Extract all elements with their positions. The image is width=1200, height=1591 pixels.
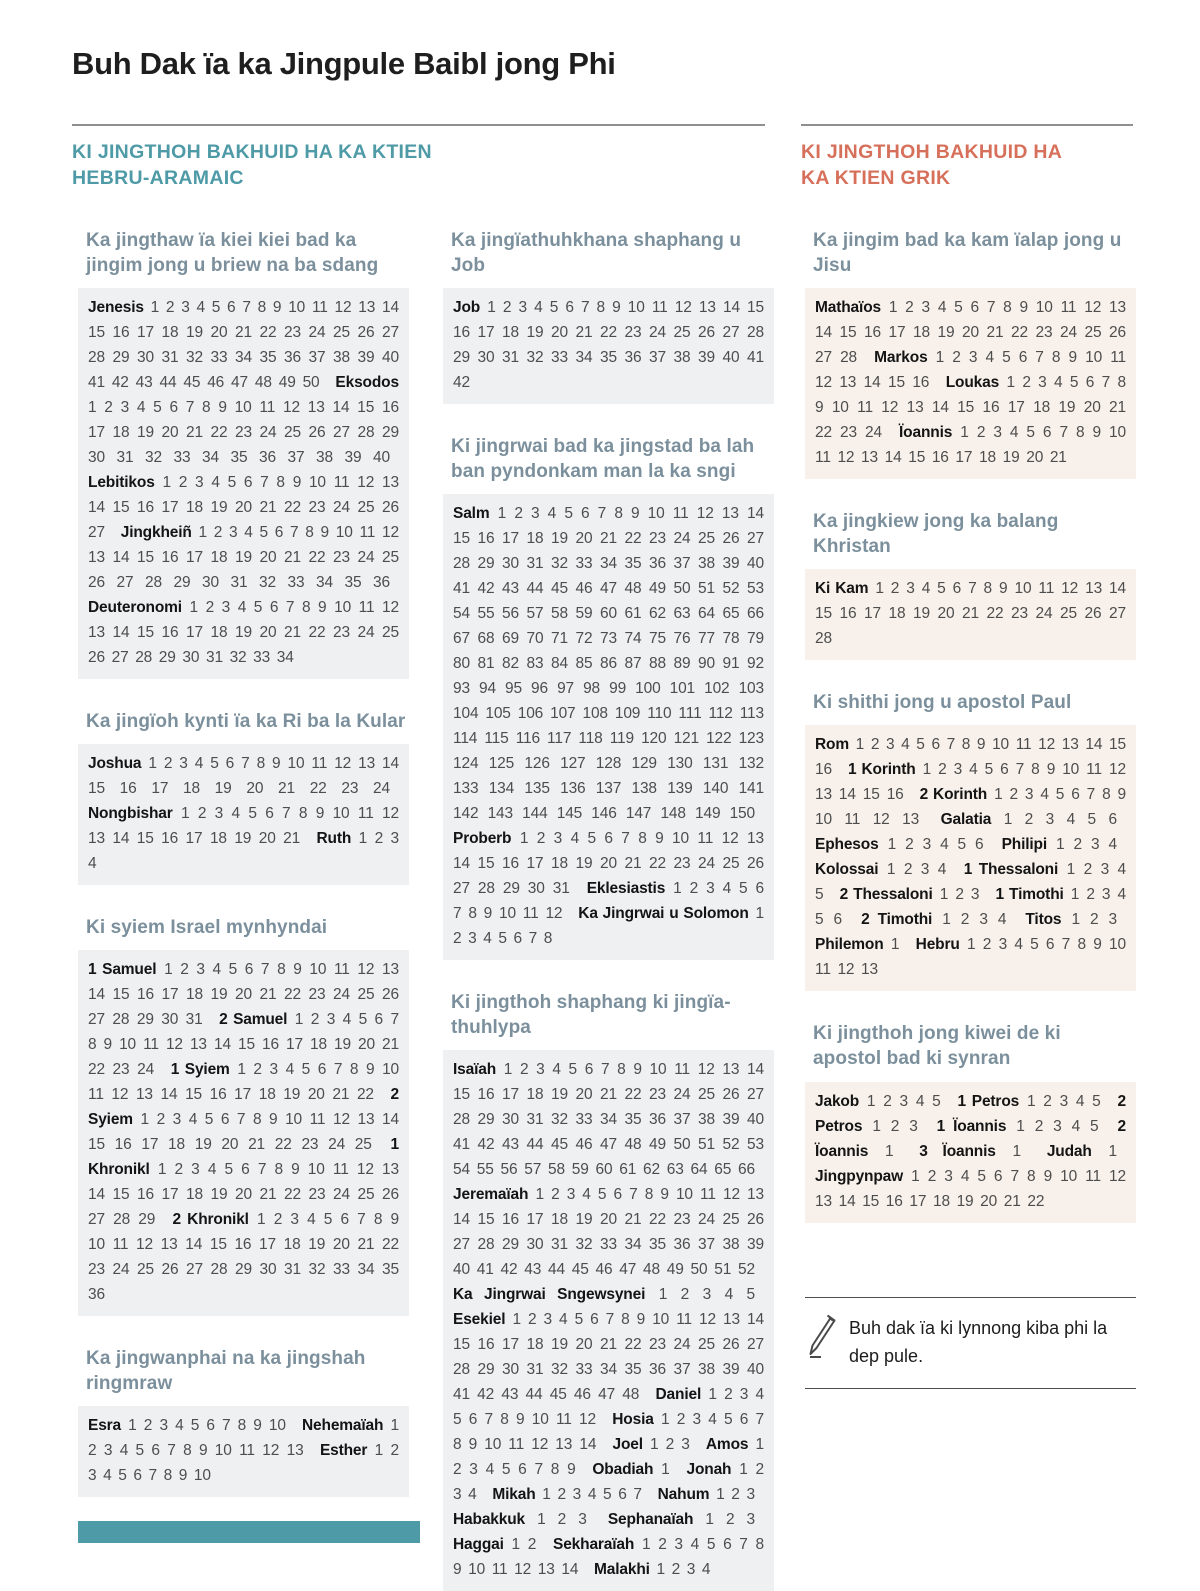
book-name: Habakkuk: [453, 1511, 526, 1529]
chapter-numbers: 1 2 3 4 5 6 7 8 9 10 11 12 13 14 15 16: [815, 349, 1126, 392]
chapter-numbers: 1 2 3 4 5 6 7 8 9 10 11 12 13: [815, 786, 1126, 829]
chapter-numbers: 1: [1091, 1142, 1117, 1160]
hebrew-aramaic-section-header: KI JINGTHOH BAKHUID HA KA KTIEN HEBRU-ARAMAIC: [72, 141, 432, 190]
chapter-numbers: 1 2 3 4 5 6 7 8 9 10 11 12 13 14 15 16 17 18 19 20 21 22 23 24 25 26 27 28 29 30 31 32 33 34 35 36 37 38 39 40 41 42 43 44 45 46 47 48 49 50 51 52: [453, 1186, 764, 1279]
book-entry: [594, 1561, 710, 1578]
book-name: 2 Petros: [815, 1092, 1126, 1135]
book-entry: [453, 1286, 755, 1303]
chapter-numbers: 1 2 3 4 5 6 7 8 9 10 11 12 13 14 15 16 17 18 19 20 21 22 23 24 25 26 27 28 29 30 31: [88, 961, 399, 1029]
book-name: Sephanaïah: [607, 1511, 694, 1529]
book-name: 1 Timothi: [995, 886, 1064, 904]
book-name: 2 Khronikl: [172, 1211, 249, 1229]
chapter-numbers: 1 2 3 4: [453, 1461, 764, 1504]
chapter-numbers: 1 2 3 4: [1047, 836, 1117, 854]
chapter-numbers: 1 2 3 4 5: [645, 1286, 756, 1304]
book-entry: [658, 1486, 755, 1503]
book-name: Mikah: [492, 1486, 536, 1504]
chapter-numbers: 1 2 3 4 5 6 7 8 9 10: [121, 1417, 286, 1435]
chapter-numbers: 1 2 3 4 5 6 7 8 9 10 11 12 13 14 15 16 17 18 19 20 21 22 23 24 25 26 27 28 29 30 31 32 33 34 35 36 37 38 39 40 41 42 43 44 45 46 47 48 49 50 51 52 53 54 55 56 57 58 59 60 61 62 63 64 65 66 67 68 69 70 71 72 73 74 75 76 77 78 79 80 81 82 83 84 85 86 87 88 89 90 91 92 93 94 95 96 97 98 99 100 101 102 103 104 105 106 107 108 109 110 111 112 113 114 115 116 117 118 119 120 121 122 123 124 125 126 127 128 129 130 131 132 133 134 135 136 137 138 139 140 141 142 143 144 145 146 147 148 149 150: [453, 505, 764, 823]
book-entry: [608, 1511, 755, 1528]
book-name: Hosia: [612, 1411, 654, 1429]
book-name: Galatia: [940, 811, 992, 829]
chapter-numbers: 1 2 3 4: [649, 1561, 711, 1579]
book-entry: [815, 836, 984, 853]
divider-rule-right: [801, 124, 1133, 126]
book-name: Lebitikos: [88, 474, 155, 492]
chapter-numbers: 1 2 3 4 5 6 7 8 9 10 11 12 13 14 15 16 17 18 19 20 21 22 23 24 25 26 27 28: [815, 580, 1126, 648]
chapter-numbers: 1: [883, 936, 900, 954]
book-entry: [957, 1093, 1100, 1110]
book-entry: [453, 1186, 764, 1278]
section-heading: Ka jingthaw ïa kiei kiei bad ka jingim jong u briew na ba sdang: [86, 230, 379, 277]
book-entry: [861, 911, 1006, 928]
chapter-numbers: 1 2 3 4 5 6 7 8 9 10 11 12 13 14 15 16 17 18 19 20 21 22 23 24 25 26 27 28 29 30 31 32 33 34: [88, 599, 399, 667]
book-name: 1 Thessaloni: [963, 861, 1059, 879]
column-left: [78, 228, 409, 1497]
book-entry: [88, 524, 399, 591]
book-entry: [815, 936, 899, 953]
pencil-icon: [809, 1313, 836, 1364]
book-name: Ephesos: [815, 836, 879, 854]
section-heading: Ka jingïathuhkhana shaphang u Job: [451, 230, 742, 277]
book-name: Nehemaïah: [301, 1417, 384, 1435]
bottom-teal-bar: [78, 1521, 420, 1543]
book-name: Ïoannis: [899, 424, 953, 442]
book-name: Amos: [705, 1436, 749, 1454]
chapter-checklist-block: [805, 1082, 1136, 1223]
chapter-numbers: 1 2 3: [525, 1511, 587, 1529]
chapter-checklist-block: [78, 744, 409, 885]
book-entry: [88, 755, 399, 797]
chapter-checklist-block: [443, 494, 774, 960]
chapter-numbers: 1 2 3 4 5 6 7 8 9 10 11 12 13 14 15 16 17 18 19 20 21 22 23 24 25 26 27 28: [815, 299, 1126, 367]
book-entry: [1002, 836, 1117, 853]
book-name: Eklesiastis: [586, 880, 666, 898]
chapter-numbers: 1 2 3 4 5 6 7 8 9 10 11 12 13 14 15 16 17 18 19 20 21: [815, 424, 1126, 467]
book-entry: [815, 861, 946, 878]
chapter-numbers: 1: [995, 1142, 1022, 1160]
chapter-numbers: 1 2 3: [932, 886, 980, 904]
book-name: 1 Khronikl: [88, 1136, 399, 1179]
chapter-numbers: 1 2 3 4 5 6 7 8 9 10 11 12 13 14 15 16: [815, 761, 1126, 804]
book-name: Jonah: [686, 1461, 732, 1479]
book-name: Salm: [453, 505, 490, 523]
book-entry: [453, 1511, 587, 1528]
book-name: Judah: [1046, 1142, 1092, 1160]
chapter-numbers: 1 2 3 4 5 6: [815, 886, 1126, 929]
book-entry: [919, 1143, 1021, 1160]
chapter-numbers: 1 2 3 4 5: [815, 861, 1126, 904]
chapter-checklist-block: [805, 569, 1136, 660]
book-name: 3 Ïoannis: [919, 1142, 996, 1160]
chapter-numbers: 1 2 3 4 5 6: [991, 811, 1117, 829]
book-entry: [1025, 911, 1117, 928]
book-name: Nahum: [657, 1486, 710, 1504]
book-name: Eksodos: [335, 374, 399, 392]
book-name: Obadiah: [592, 1461, 654, 1479]
book-name: Malakhi: [593, 1561, 650, 1579]
book-entry: [88, 599, 399, 666]
book-name: Philemon: [815, 936, 884, 954]
section-heading: Ki jingthoh jong kiwei de ki apostol bad ki synran: [813, 1023, 1061, 1070]
chapter-numbers: 1 2 3 4 5 6 7 8 9 10 11 12 13 14 15 16 17 18 19 20 21 22 23 24 25 26 27 28 29 30 31 32 33 34 35 36 37 38 39 40 41 42 43 44 45 46 47 48 49 50: [88, 299, 399, 392]
chapter-numbers: 1 2 3 4 5 6 7 8 9 10 11 12 13 14: [453, 1411, 764, 1454]
book-name: 2 Korinth: [919, 786, 988, 804]
book-name: Jakob: [815, 1092, 860, 1110]
chapter-checklist-block: [443, 1050, 774, 1591]
book-name: Philipi: [1001, 836, 1048, 854]
book-name: Hebru: [915, 936, 960, 954]
book-name: Deuteronomi: [88, 599, 182, 617]
section-heading: Ki jingthoh shaphang ki jingïa-thuhlypa: [451, 992, 731, 1039]
chapter-numbers: 1 2 3 4 5 6 7 8 9 10 11 12 13 14 15 16 17 18 19 20 21 22 23 24 25 26 27 28 29 30 31 32 33 34 35 36: [88, 1211, 399, 1304]
book-name: Esther: [319, 1442, 368, 1460]
book-entry: [592, 1461, 669, 1478]
book-name: 1 Korinth: [848, 761, 916, 779]
book-name: Jenesis: [88, 299, 144, 317]
chapter-numbers: 1 2 3 4 5 6: [878, 836, 984, 854]
book-name: Kolossai: [815, 861, 879, 879]
book-name: Jingkheiñ: [120, 524, 192, 542]
chapter-numbers: 1 2 3 4 5: [1006, 1117, 1099, 1135]
chapter-numbers: 1 2 3 4 5 6 7 8 9 10 11 12 13 14 15 16 17 18 19 20 21 22 23 24 25 26 27: [88, 474, 399, 542]
chapter-numbers: 1 2: [503, 1536, 537, 1554]
chapter-numbers: 1 2 3 4 5 6 7 8 9 10 11 12 13 14 15 16 17 18 19 20 21 22: [815, 1167, 1126, 1210]
book-name: 2 Timothi: [861, 911, 933, 929]
chapter-numbers: 1 2 3 4 5 6 7 8 9 10 11 12 13 14 15 16 17 18 19 20 21: [88, 805, 399, 848]
book-name: Esra: [88, 1417, 122, 1435]
book-name: Ka Jingrwai u Solomon: [578, 905, 749, 923]
book-name: 2 Samuel: [219, 1011, 288, 1029]
book-name: Rom: [815, 736, 849, 754]
book-name: Mathaïos: [815, 299, 881, 317]
chapter-numbers: 1 2 3 4 5 6 7 8 9 10 11 12 13 14 15 16 17 18 19 20 21 22 23 24: [88, 755, 399, 798]
book-name: 1 Ïoannis: [936, 1117, 1007, 1135]
chapter-numbers: 1 2 3 4 5 6 7 8 9 10 11 12 13 14 15 16 17 18 19 20 21 22 23 24 25: [88, 1111, 399, 1154]
book-entry: [815, 580, 1126, 647]
chapter-checklist-block: [78, 950, 409, 1316]
chapter-numbers: 1 2 3 4 5 6 7 8 9 10 11 12 13 14 15 16 17 18 19 20 21 22 23 24 25 26 27 28 29 30 31 32 33 34 35 36 37 38 39 40: [88, 399, 399, 467]
book-name: Joel: [612, 1436, 643, 1454]
chapter-numbers: 1 2 3 4 5 6 7 8 9 10 11 12 13 14 15 16 17 18 19 20 21 22 23 24 25 26 27 28 29 30 31 32 33 34 35 36 37 38 39 40 41 42 43 44 45 46 47 48: [453, 1311, 764, 1404]
chapter-numbers: 1 2 3 4 5 6 7 8 9 10 11 12 13 14 15 16 17 18 19 20 21 22 23 24 25 26 27 28 29 30 31: [453, 830, 764, 898]
chapter-numbers: 1 2 3: [709, 1486, 755, 1504]
book-name: Joshua: [88, 755, 142, 773]
chapter-numbers: 1 2 3 4 5 6 7 8 9 10 11 12 13 14 15 16 17 18 19 20 21 22 23 24: [88, 1011, 399, 1079]
book-entry: [453, 505, 764, 822]
book-entry: [815, 1093, 941, 1110]
book-entry: [453, 1536, 536, 1553]
chapter-numbers: 1: [653, 1461, 670, 1479]
chapter-numbers: 1 2 3 4 5 6 7 8 9 10 11 12 13 14 15 16 17 18 19 20 21 22 23 24: [815, 374, 1126, 442]
book-entry: [815, 1168, 1126, 1210]
chapter-numbers: 1 2 3 4 5 6 7 8 9 10 11 12: [453, 1386, 764, 1429]
chapter-numbers: 1 2 3 4 5 6 7 8 9 10 11 12 13 14: [453, 1536, 764, 1579]
chapter-numbers: 1: [868, 1142, 894, 1160]
divider-rule-left: [72, 124, 765, 126]
chapter-numbers: 1 2 3 4: [878, 861, 947, 879]
book-entry: [88, 1417, 286, 1434]
book-name: 1 Petros: [957, 1092, 1020, 1110]
chapter-checklist-block: [805, 725, 1136, 991]
chapter-numbers: 1 2 3: [862, 1117, 918, 1135]
column-middle: [443, 228, 774, 1591]
chapter-numbers: 1 2 3 4 5 6 7 8 9 10 11 12 13 14 15 16 17 18 19 20 21 22 23 24 25 26 27 28 29 30 31 32 33 34 35 36 37 38 39 40 41 42 43 44 45 46 47 48 49 50 51 52 53 54 55 56 57 58 59 60 61 62 63 64 65 66: [453, 1061, 764, 1179]
book-name: 2 Syiem: [88, 1086, 399, 1129]
chapter-numbers: 1 2 3 4 5 6 7 8 9 10 11 12: [453, 880, 764, 923]
book-name: Sekharaïah: [553, 1536, 635, 1554]
book-name: Daniel: [655, 1386, 702, 1404]
book-entry: [492, 1486, 642, 1503]
chapter-numbers: 1 2 3 4 5 6 7 8 9 10 11 12 13 14 15 16 17 18 19 20 21 22 23 24 25 26 27 28 29: [88, 1161, 399, 1229]
chapter-numbers: 1 2 3 4: [88, 830, 399, 873]
book-entry: [937, 1118, 1099, 1135]
book-name: Haggai: [453, 1536, 504, 1554]
book-entry: [612, 1436, 689, 1453]
section-heading: Ka jingwanphai na ka jingshah ringmraw: [86, 1348, 366, 1395]
chapter-checklist-block: [443, 288, 774, 404]
book-name: Ki Kam: [815, 580, 869, 598]
section-heading: Ka jingim bad ka kam ïalap jong u Jisu: [813, 230, 1122, 277]
chapter-numbers: 1 2 3 4 5 6 7 8 9 10 11 12 13 14 15 16 17 18 19 20 21 22 23 24 25 26 27 28 29 30 31 32 33 34 35 36: [88, 524, 399, 592]
chapter-numbers: 1 2 3 4 5 6 7 8 9 10 11 12 13 14 15 16 17 18 19 20 21 22: [88, 1061, 400, 1104]
footnote-text: Buh dak ïa ki lynnong kiba phi la dep pule.: [849, 1318, 1108, 1366]
book-name: Loukas: [945, 374, 1000, 392]
book-entry: [840, 886, 980, 903]
chapter-numbers: 1 2 3: [642, 1436, 690, 1454]
chapter-numbers: 1 2 3 4 5: [1019, 1092, 1101, 1110]
book-name: Proberb: [453, 830, 512, 848]
chapter-numbers: 1 2 3 4 5 6 7 8: [453, 905, 764, 948]
chapter-numbers: 1 2 3 4 5 6 7 8 9 10 11 12 13: [815, 936, 1126, 979]
chapter-numbers: 1 2 3: [693, 1511, 755, 1529]
chapter-checklist-block: [805, 288, 1136, 479]
section-heading: Ka jingïoh kynti ïa ka Ri ba la Kular: [86, 711, 406, 733]
chapter-checklist-block: [78, 1406, 409, 1497]
footnote: [805, 1297, 1136, 1389]
book-entry: [1047, 1143, 1117, 1160]
book-name: Ka Jingrwai Sngewsynei: [453, 1286, 646, 1304]
chapter-numbers: 1 2 3 4 5 6 7 8 9: [453, 1436, 764, 1479]
chapter-numbers: 1 2 3 4: [932, 911, 1007, 929]
chapter-numbers: 1 2 3: [1061, 911, 1117, 929]
book-name: Jeremaïah: [453, 1186, 529, 1204]
book-name: Titos: [1025, 911, 1062, 929]
book-name: Markos: [874, 349, 928, 367]
chapter-numbers: 1 2 3 4 5 6 7: [535, 1486, 642, 1504]
book-name: 2 Ïoannis: [815, 1117, 1126, 1160]
book-name: Jingpynpaw: [815, 1167, 904, 1185]
greek-section-header: KI JINGTHOH BAKHUID HA KA KTIEN GRIK: [801, 141, 1062, 190]
section-heading: Ki shithi jong u apostol Paul: [813, 692, 1072, 714]
chapter-numbers: 1 2 3 4 5: [859, 1092, 941, 1110]
book-name: Isaïah: [453, 1061, 497, 1079]
book-name: Nongbishar: [88, 805, 173, 823]
section-heading: Ki jingrwai bad ka jingstad ba lah ban pyndonkam man la ka sngi: [451, 436, 755, 483]
chapter-numbers: 1 2 3 4 5 6 7 8 9 10 11 12 13 14 15 16 17 18 19 20 21 22 23 24 25 26 27 28 29 30 31 32 33 34 35 36 37 38 39 40 41 42: [453, 299, 764, 392]
section-heading: Ki syiem Israel mynhyndai: [86, 917, 328, 939]
book-name: Ruth: [316, 830, 352, 848]
book-name: 1 Syiem: [170, 1061, 230, 1079]
page-title: Buh Dak ïa ka Jingpule Baibl jong Phi: [72, 46, 616, 81]
book-name: 2 Thessaloni: [839, 886, 933, 904]
chapter-checklist-block: [78, 288, 409, 679]
chapter-numbers: 1 2 3 4 5 6 7 8 9 10 11 12 13: [88, 1417, 399, 1460]
chapter-numbers: 1 2 3 4 5 6 7 8 9 10: [88, 1442, 399, 1485]
chapter-numbers: 1 2 3 4 5 6 7 8 9 10 11 12 13 14 15 16: [815, 736, 1126, 779]
book-entry: [941, 811, 1117, 828]
book-entry: [453, 1061, 764, 1178]
section-heading: Ka jingkiew jong ka balang Khristan: [813, 511, 1059, 558]
book-name: 1 Samuel: [88, 961, 157, 979]
column-right: [805, 228, 1136, 1223]
book-name: Job: [453, 299, 481, 317]
book-entry: [453, 299, 764, 391]
book-name: Esekiel: [453, 1311, 506, 1329]
